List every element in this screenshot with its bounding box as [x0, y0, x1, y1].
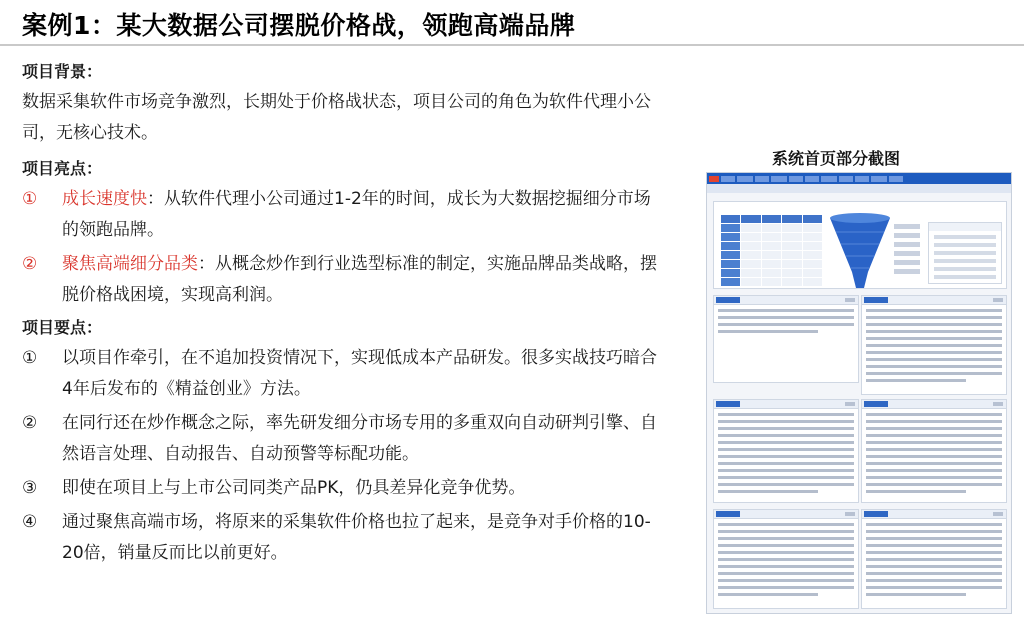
mini-panel — [861, 399, 1007, 503]
highlight-text: ：从软件代理小公司通过1-2年的时间，成长为大数据挖掘细分市场的领跑品牌。 — [62, 189, 651, 240]
item-number: ① — [22, 189, 38, 209]
mini-panel — [713, 295, 859, 383]
main-content — [22, 58, 662, 572]
mini-panel — [861, 295, 1007, 395]
mini-panel — [861, 509, 1007, 609]
keypoint-item — [22, 343, 662, 405]
mini-breadcrumb — [707, 184, 1011, 193]
background-heading: 项目背景： — [22, 62, 103, 81]
mini-funnel-labels — [894, 224, 924, 278]
highlight-text: ：从概念炒作到行业选型标准的制定，实施品牌品类战略，摆脱价格战困境，实现高利润。 — [62, 254, 657, 305]
highlight-item — [22, 249, 662, 311]
keypoint-text: 通过聚焦高端市场，将原来的采集软件价格也拉了起来，是竞争对手价格的10-20倍，销量反而比以前更好。 — [62, 512, 651, 563]
item-number: ③ — [22, 478, 38, 498]
mini-overview-panel — [713, 201, 1007, 289]
title-bar — [0, 0, 1024, 46]
title-divider — [0, 44, 1024, 46]
item-number: ④ — [22, 512, 38, 532]
keypoints-heading: 项目要点： — [22, 318, 103, 337]
keypoint-text: 在同行还在炒作概念之际，率先研发细分市场专用的多重双向自动研判引擎、自然语言处理、自动报告、自动预警等标配功能。 — [62, 413, 657, 464]
keypoint-item — [22, 507, 662, 569]
highlights-heading: 项目亮点： — [22, 159, 103, 178]
item-number: ② — [22, 413, 38, 433]
mini-stats-table — [721, 215, 823, 287]
item-number: ① — [22, 348, 38, 368]
highlight-keyword: 成长速度快 — [62, 189, 147, 209]
highlight-keyword: 聚焦高端细分品类 — [62, 254, 198, 274]
keypoint-text: 即使在项目上与上市公司同类产品PK，仍具差异化竞争优势。 — [62, 478, 526, 498]
keypoint-item — [22, 408, 662, 470]
mini-nav-bar — [707, 173, 1011, 184]
background-text: 数据采集软件市场竞争激烈，长期处于价格战状态，项目公司的角色为软件代理小公司，无核心技术。 — [22, 92, 651, 143]
mini-stats-box — [928, 222, 1002, 284]
mini-panel — [713, 509, 859, 609]
system-homepage-screenshot — [706, 172, 1012, 614]
keypoint-item — [22, 473, 662, 504]
mini-panel — [713, 399, 859, 503]
mini-funnel-chart — [828, 212, 892, 290]
page-title: 案例1：某大数据公司摆脱价格战，领跑高端品牌 — [22, 11, 576, 40]
screenshot-caption: 系统首页部分截图 — [772, 149, 901, 168]
keypoint-text: 以项目作牵引，在不追加投资情况下，实现低成本产品研发。很多实战技巧暗合4年后发布的《精益创业》方法。 — [62, 348, 657, 399]
highlight-item — [22, 184, 662, 246]
item-number: ② — [22, 254, 38, 274]
